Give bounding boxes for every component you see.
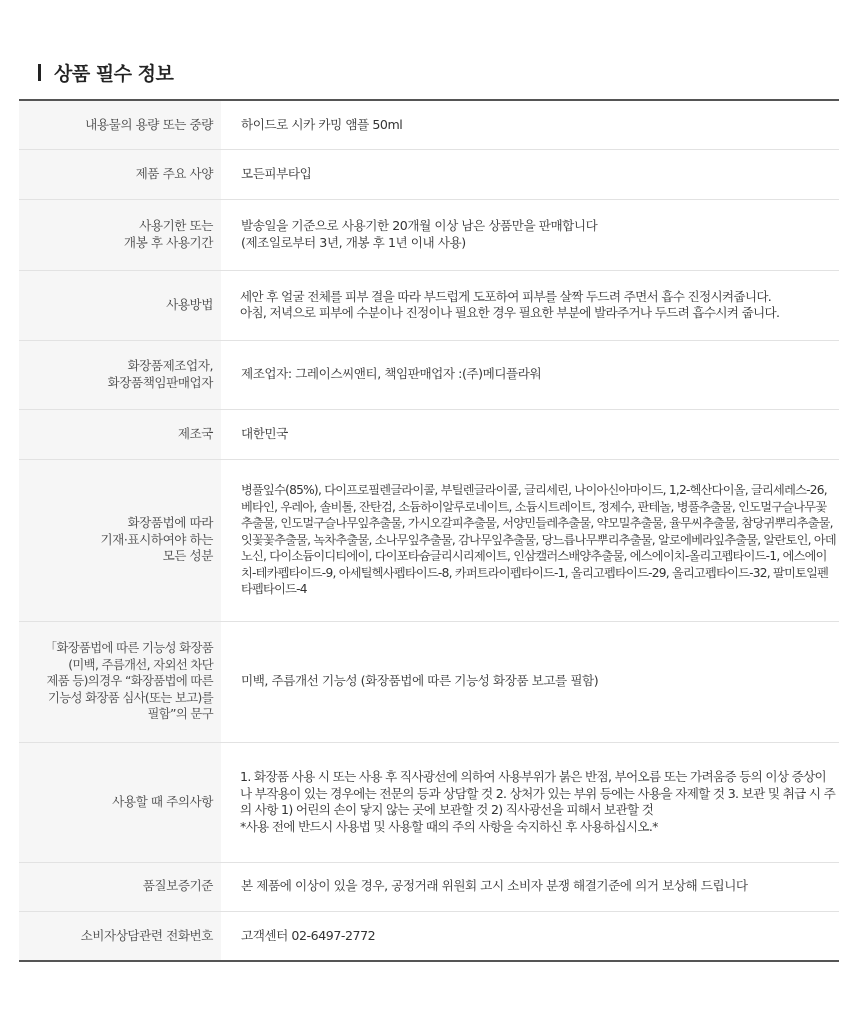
row-value-phone: 고객센터 02-6497-2772 (241, 927, 376, 943)
table-row (19, 459, 839, 621)
table-row (19, 270, 839, 340)
row-value-usage: 세안 후 얼굴 전체를 피부 결을 따라 부드럽게 도포하여 피부를 살짝 두드려 주면서 흡수 진정시켜줍니다. 아침, 저녁으로 피부에 수분이나 진정이나 필요한 경우 필요한 부분에 발라주거나 두드려 흡수시켜 줍니다. (221, 270, 839, 340)
table-row (19, 862, 839, 911)
row-value-functional: 미백, 주름개선 기능성 (화장품법에 따른 기능성 화장품 보고를 필함) (221, 621, 839, 742)
row-value-ingredients: 병풀잎수(85%), 다이프로필렌글라이콜, 부틸렌글라이콜, 글리세린, 나이아신아마이드, 1,2-헥산다이올, 글리세레스-26, 베타인, 우레아, 솔비톨, 잔탄검, 소듐하이알루로네이트, 소듐시트레이트, 정제수, 판테놀, 병풀추출물, 인도멀구슬나무꽃추출물, 인도멀구슬나무잎추출물, 가시오갈피추출물, 서양민들레추출물, 약모밀추출물, 율무씨추출물, 참당귀뿌리추출물, 잇꽃꽃추출물, 녹차추출물, 소나무잎추출물, 감나무잎추출물, 당느릅나무뿌리추출물, 알로에베라잎추출물, 알란토인, 아데노신, 다이소듐이디티에이, 다이포타슘글리시리제이트, 인삼캘러스배양추출물, 에스에이치-올리고펩타이드-1, 에스에이치-테카펩타이드-9, 아세틸헥사펩타이드-8, 카퍼트라이펩타이드-1, 올리고펩타이드-29, 올리고펩타이드-32, 팔미토일펜타펩타이드-4 (221, 459, 839, 621)
row-value-caution: 1. 화장품 사용 시 또는 사용 후 직사광선에 의하여 사용부위가 붉은 반점, 부어오름 또는 가려움증 등의 이상 증상이나 부작용이 있는 경우에는 전문의 등과 상담할 것 2. 상처가 있는 부위 등에는 사용을 자제할 것 3. 보관 및 취급 시 주의 사항 1) 어린의 손이 닿지 않는 곳에 보관할 것 2) 직사광선을 피해서 보관할 것 *사용 전에 반드시 사용법 및 사용할 때의 주의 사항을 숙지하신 후 사용하십시오.* (221, 742, 839, 862)
section-title: 상품 필수 정보 (54, 62, 174, 85)
row-label-usage: 사용방법 (19, 270, 221, 340)
row-label-ingredients: 화장품법에 따라 기재·표시하여야 하는 모든 성분 (19, 459, 221, 621)
table-row (19, 911, 839, 961)
title-accent-bar (38, 64, 41, 81)
row-label-phone: 소비자상담관련 전화번호 (19, 911, 221, 961)
row-label-country: 제조국 (19, 409, 221, 459)
table-row (19, 199, 839, 270)
row-label-manufacturer: 화장품제조업자, 화장품책임판매업자 (19, 340, 221, 409)
row-label-spec: 제품 주요 사양 (19, 149, 221, 199)
row-label-expiry: 사용기한 또는 개봉 후 사용기간 (19, 199, 221, 270)
row-label-functional: 「화장품법에 따른 기능성 화장품 (미백, 주름개선, 자외선 차단 제품 등)의경우 “화장품법에 따른 기능성 화장품 심사(또는 보고)를 필함”의 문구 (19, 621, 221, 742)
row-label-capacity: 내용물의 용량 또는 중량 (19, 100, 221, 149)
row-value-capacity: 하이드로 시카 카밍 앰플 50ml (221, 100, 839, 149)
table-row (19, 742, 839, 862)
row-value-manufacturer: 제조업자: 그레이스씨앤티, 책임판매업자 :(주)메디플라워 (221, 340, 839, 409)
table-row (19, 409, 839, 459)
row-label-quality: 품질보증기준 (19, 862, 221, 911)
product-info-table (19, 99, 839, 962)
table-row (19, 340, 839, 409)
row-value-spec: 모든피부타입 (221, 149, 839, 199)
section-header (38, 58, 173, 86)
table-row (19, 149, 839, 199)
row-value-country: 대한민국 (221, 409, 839, 459)
row-value-expiry: 발송일을 기준으로 사용기한 20개월 이상 남은 상품만을 판매합니다 (제조일로부터 3년, 개봉 후 1년 이내 사용) (221, 199, 839, 270)
row-value-quality: 본 제품에 이상이 있을 경우, 공정거래 위원회 고시 소비자 분쟁 해결기준에 의거 보상해 드립니다 (221, 862, 839, 911)
table-row (19, 100, 839, 149)
row-label-caution: 사용할 때 주의사항 (19, 742, 221, 862)
table-row (19, 621, 839, 742)
